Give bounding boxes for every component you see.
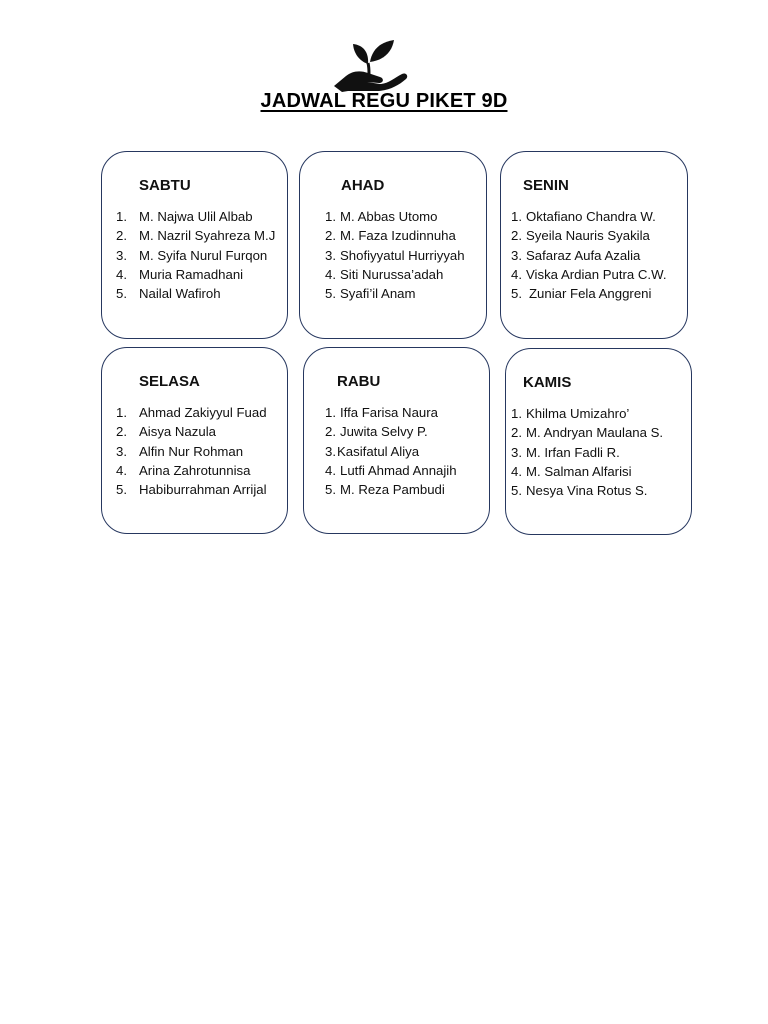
- list-item: 1. Ahmad Zakiyyul Fuad: [116, 405, 267, 420]
- list-item: 4. M. Salman Alfarisi: [511, 463, 632, 479]
- list-item: 3.Kasifatul Aliya: [325, 443, 420, 459]
- hand-plant-icon: [332, 36, 410, 92]
- member-list: [325, 207, 486, 303]
- member-list: [511, 404, 691, 500]
- list-item: 4. Lutfi Ahmad Annajih: [325, 462, 457, 478]
- day-label: SELASA: [139, 373, 200, 390]
- list-item: 4. Siti Nurussa’adah: [325, 266, 444, 282]
- day-card-rabu: [303, 347, 490, 534]
- list-item: 2. M. Nazril Syahreza M.J: [116, 228, 276, 244]
- day-card-senin: [500, 151, 688, 339]
- list-item: 3. Safaraz Aufa Azalia: [511, 247, 641, 263]
- member-list: [116, 207, 287, 303]
- member-list: [511, 207, 687, 303]
- list-item: 3. M. Irfan Fadli R.: [511, 444, 620, 460]
- list-item: 2. Aisya Nazula: [116, 424, 216, 440]
- list-item: 5. Zuniar Fela Anggreni: [511, 286, 652, 302]
- member-list: [325, 403, 489, 499]
- list-item: 1. Iffa Farisa Naura: [325, 405, 438, 420]
- member-list: [116, 403, 287, 499]
- list-item: 1. Oktafiano Chandra W.: [511, 209, 656, 224]
- list-item: 1. Khilma Umizahro’: [511, 406, 630, 421]
- day-label: RABU: [337, 373, 381, 390]
- list-item: 5. Syafi’il Anam: [325, 286, 416, 302]
- list-item: 3. M. Syifa Nurul Furqon: [116, 247, 268, 263]
- list-item: 3. Shofiyyatul Hurriyyah: [325, 247, 465, 263]
- list-item: 2. Syeila Nauris Syakila: [511, 228, 650, 244]
- list-item: 1. M. Abbas Utomo: [325, 209, 438, 224]
- list-item: 2. M. Faza Izudinnuha: [325, 228, 456, 244]
- list-item: 5. Nailal Wafiroh: [116, 286, 221, 302]
- list-item: 2. Juwita Selvy P.: [325, 424, 428, 440]
- list-item: 4. Arina Zahrotunnisa: [116, 462, 251, 478]
- day-card-ahad: [299, 151, 487, 339]
- day-label: KAMIS: [523, 374, 572, 391]
- page-title: JADWAL REGU PIKET 9D: [260, 90, 508, 112]
- day-label: AHAD: [341, 177, 385, 194]
- list-item: 4. Viska Ardian Putra C.W.: [511, 266, 667, 282]
- day-card-selasa: [101, 347, 288, 534]
- list-item: 2. M. Andryan Maulana S.: [511, 425, 664, 441]
- list-item: 5. Habiburrahman Arrijal: [116, 482, 267, 498]
- day-card-sabtu: [101, 151, 288, 339]
- day-label: SABTU: [139, 177, 191, 194]
- list-item: 1. M. Najwa Ulil Albab: [116, 209, 253, 224]
- list-item: 3. Alfin Nur Rohman: [116, 443, 244, 459]
- list-item: 4. Muria Ramadhani: [116, 266, 244, 282]
- day-label: SENIN: [523, 177, 569, 194]
- list-item: 5. Nesya Vina Rotus S.: [511, 483, 648, 499]
- list-item: 5. M. Reza Pambudi: [325, 482, 445, 498]
- day-card-kamis: [505, 348, 692, 535]
